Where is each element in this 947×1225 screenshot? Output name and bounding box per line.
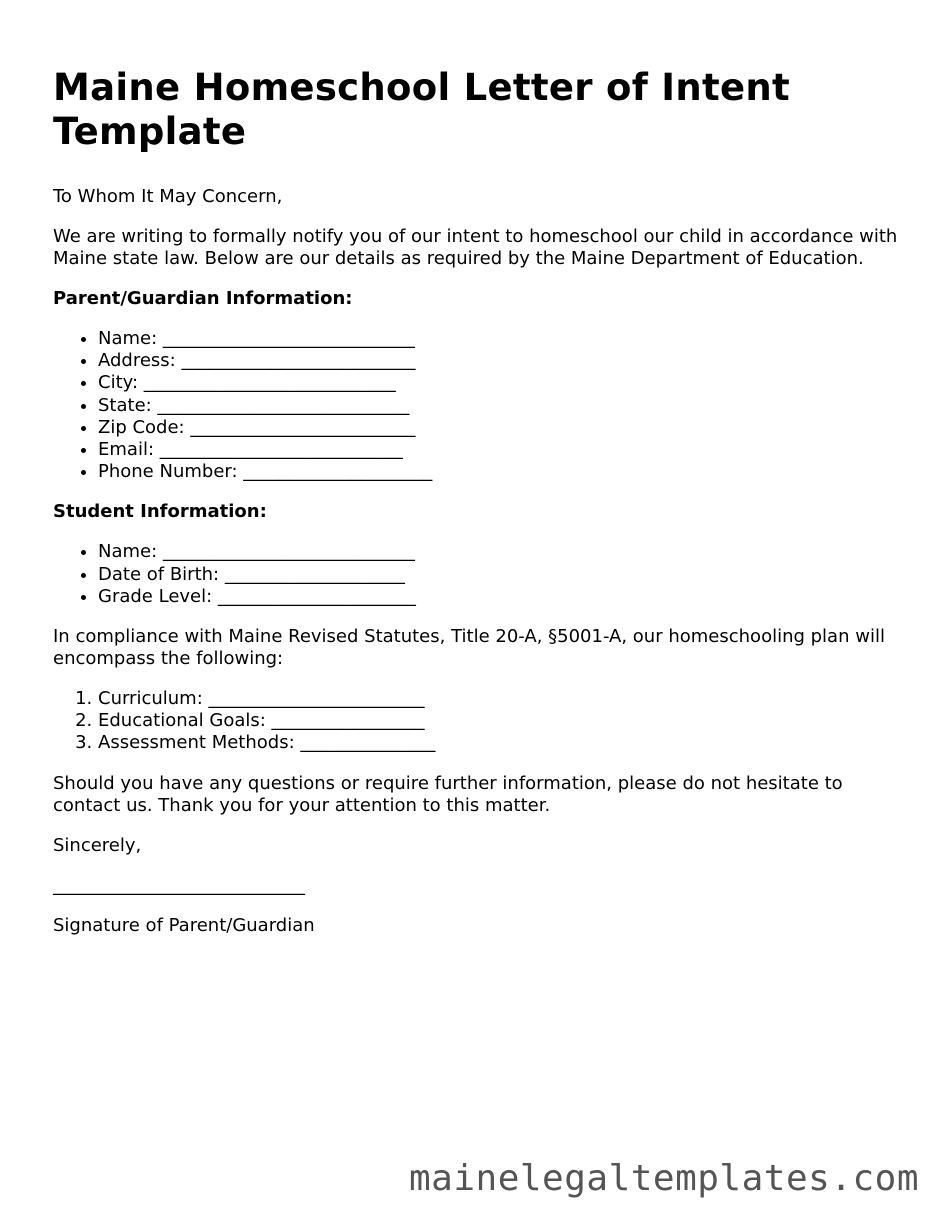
intro-paragraph: We are writing to formally notify you of our intent to homeschool our child in accordance with Maine state law. Below are our details as required by the Maine Department of Education.	[53, 226, 898, 269]
signature-caption: Signature of Parent/Guardian	[53, 914, 315, 936]
greeting: To Whom It May Concern,	[53, 186, 283, 207]
parent-address-field: • Address: __________________________	[98, 350, 903, 372]
student-name-field: • Name: ____________________________	[98, 541, 903, 563]
parent-state-field: • State: ____________________________	[98, 395, 903, 417]
signature-line: ____________________________	[53, 874, 305, 896]
contact-paragraph: Should you have any questions or require further information, please do not hesitate to contact us. Thank you for your attention to this matter.	[53, 772, 843, 816]
parent-phone-field: • Phone Number: _____________________	[98, 461, 903, 483]
student-info-list	[53, 541, 903, 608]
parent-info-list	[53, 328, 903, 483]
closing: Sincerely,	[53, 834, 142, 856]
curriculum-field: 1. Curriculum: ________________________	[98, 688, 903, 710]
student-dob-field: • Date of Birth: ____________________	[98, 564, 903, 586]
plan-list	[53, 688, 903, 755]
student-section-heading: Student Information:	[53, 501, 267, 523]
parent-city-field: • City: ____________________________	[98, 372, 903, 394]
parent-section-heading: Parent/Guardian Information:	[53, 288, 353, 309]
parent-zip-field: • Zip Code: _________________________	[98, 417, 903, 439]
compliance-paragraph: In compliance with Maine Revised Statutes, Title 20-A, §5001-A, our homeschooling plan will encompass the following:	[53, 626, 885, 670]
assessment-methods-field: 3. Assessment Methods: _______________	[98, 732, 903, 754]
letter-document	[53, 66, 903, 937]
page-title: Maine Homeschool Letter of Intent Template	[53, 66, 791, 153]
parent-name-field: • Name: ____________________________	[98, 328, 903, 350]
watermark: mainelegaltemplates.com	[409, 1158, 919, 1199]
educational-goals-field: 2. Educational Goals: _________________	[98, 710, 903, 732]
student-grade-field: • Grade Level: ______________________	[98, 586, 903, 608]
parent-email-field: • Email: ___________________________	[98, 439, 903, 461]
